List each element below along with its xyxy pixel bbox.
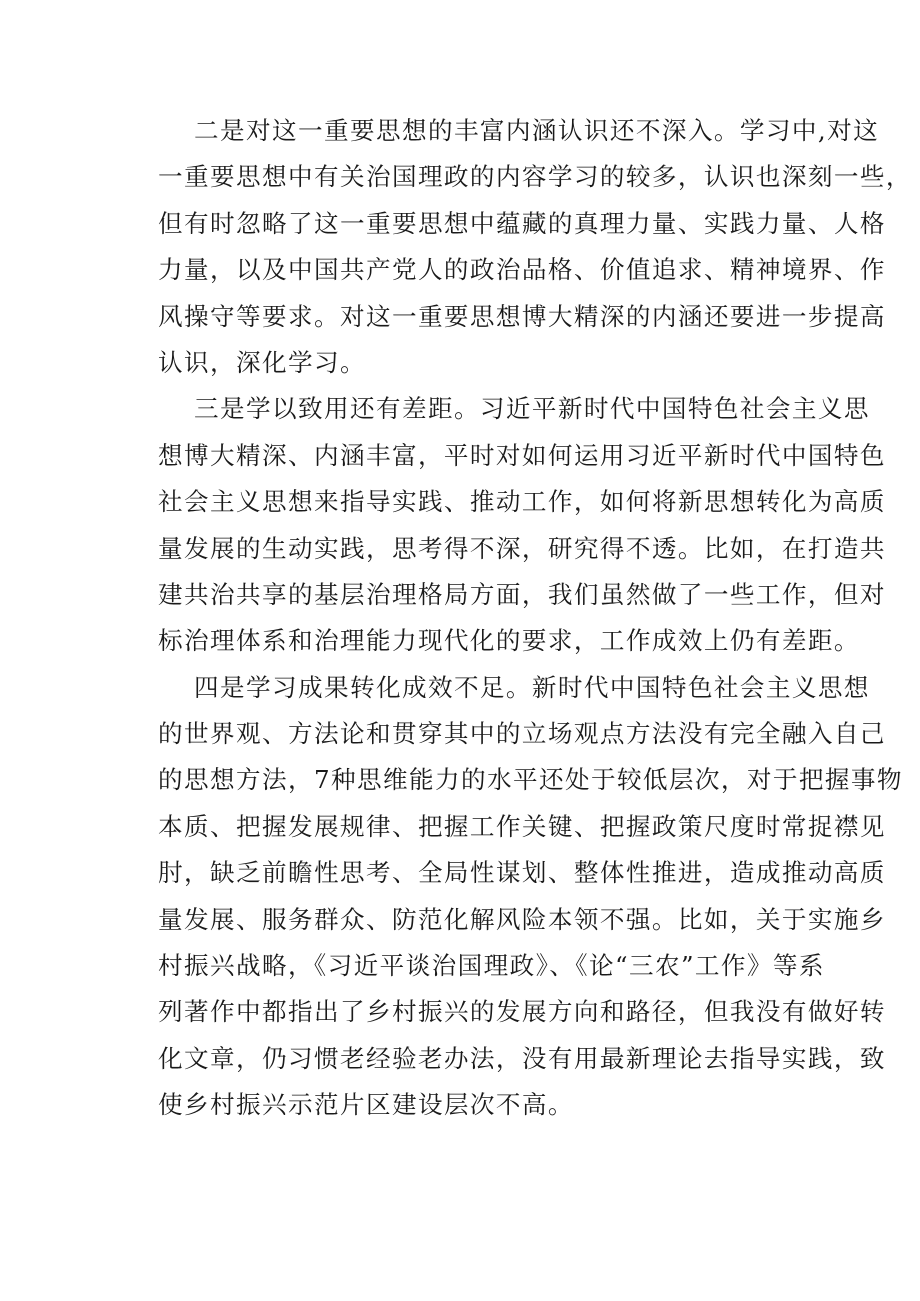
paragraph-3-line-3: 的思想方法，7种思维能力的水平还处于较低层次，对于把握事物 bbox=[158, 765, 903, 795]
paragraph-1-line-4: 力量，以及中国共产党人的政治品格、价值追求、精神境界、作 bbox=[158, 255, 886, 285]
paragraph-2-line-4: 量发展的生动实践，思考得不深，研究得不透。比如，在打造共 bbox=[158, 533, 886, 563]
paragraph-1-line-3: 但有时忽略了这一重要思想中蕴藏的真理力量、实践力量、人格 bbox=[158, 208, 886, 238]
paragraph-3-line-8: 列著作中都指出了乡村振兴的发展方向和路径，但我没有做好转 bbox=[158, 997, 886, 1027]
paragraph-2-line-2: 想博大精深、内涵丰富，平时对如何运用习近平新时代中国特色 bbox=[158, 440, 886, 470]
paragraph-1-line-6: 认识，深化学习。 bbox=[158, 347, 366, 377]
paragraph-2-line-3: 社会主义思想来指导实践、推动工作，如何将新思想转化为高质 bbox=[158, 487, 886, 517]
paragraph-3-line-5: 肘，缺乏前瞻性思考、全局性谋划、整体性推进，造成推动高质 bbox=[158, 858, 886, 888]
paragraph-2-line-6: 标治理体系和治理能力现代化的要求，工作成效上仍有差距。 bbox=[158, 626, 860, 656]
paragraph-2-line-1: 三是学以致用还有差距。习近平新时代中国特色社会主义思 bbox=[194, 394, 870, 424]
paragraph-1-line-5: 风操守等要求。对这一重要思想博大精深的内涵还要进一步提高 bbox=[158, 301, 886, 331]
document-body bbox=[158, 108, 912, 1129]
paragraph-3-line-6: 量发展、服务群众、防范化解风险本领不强。比如，关于实施乡 bbox=[158, 904, 886, 934]
paragraph-3-line-1: 四是学习成果转化成效不足。新时代中国特色社会主义思想 bbox=[194, 672, 870, 702]
paragraph-3-line-7: 村振兴战略，《习近平谈治国理政》、《论“三农”工作》等系 bbox=[158, 951, 825, 981]
paragraph-1-line-2: 一重要思想中有关治国理政的内容学习的较多，认识也深刻一些， bbox=[158, 162, 912, 192]
paragraph-3-line-9: 化文章，仍习惯老经验老办法，没有用最新理论去指导实践，致 bbox=[158, 1043, 886, 1073]
paragraph-3-line-4: 本质、把握发展规律、把握工作关键、把握政策尺度时常捉襟见 bbox=[158, 811, 886, 841]
paragraph-2-line-5: 建共治共享的基层治理格局方面，我们虽然做了一些工作，但对 bbox=[158, 579, 886, 609]
paragraph-1-line-1: 二是对这一重要思想的丰富内涵认识还不深入。学习中,对这 bbox=[194, 116, 880, 145]
paragraph-3-line-10: 使乡村振兴示范片区建设层次不高。 bbox=[158, 1090, 574, 1120]
paragraph-3-line-2: 的世界观、方法论和贯穿其中的立场观点方法没有完全融入自己 bbox=[158, 719, 886, 749]
